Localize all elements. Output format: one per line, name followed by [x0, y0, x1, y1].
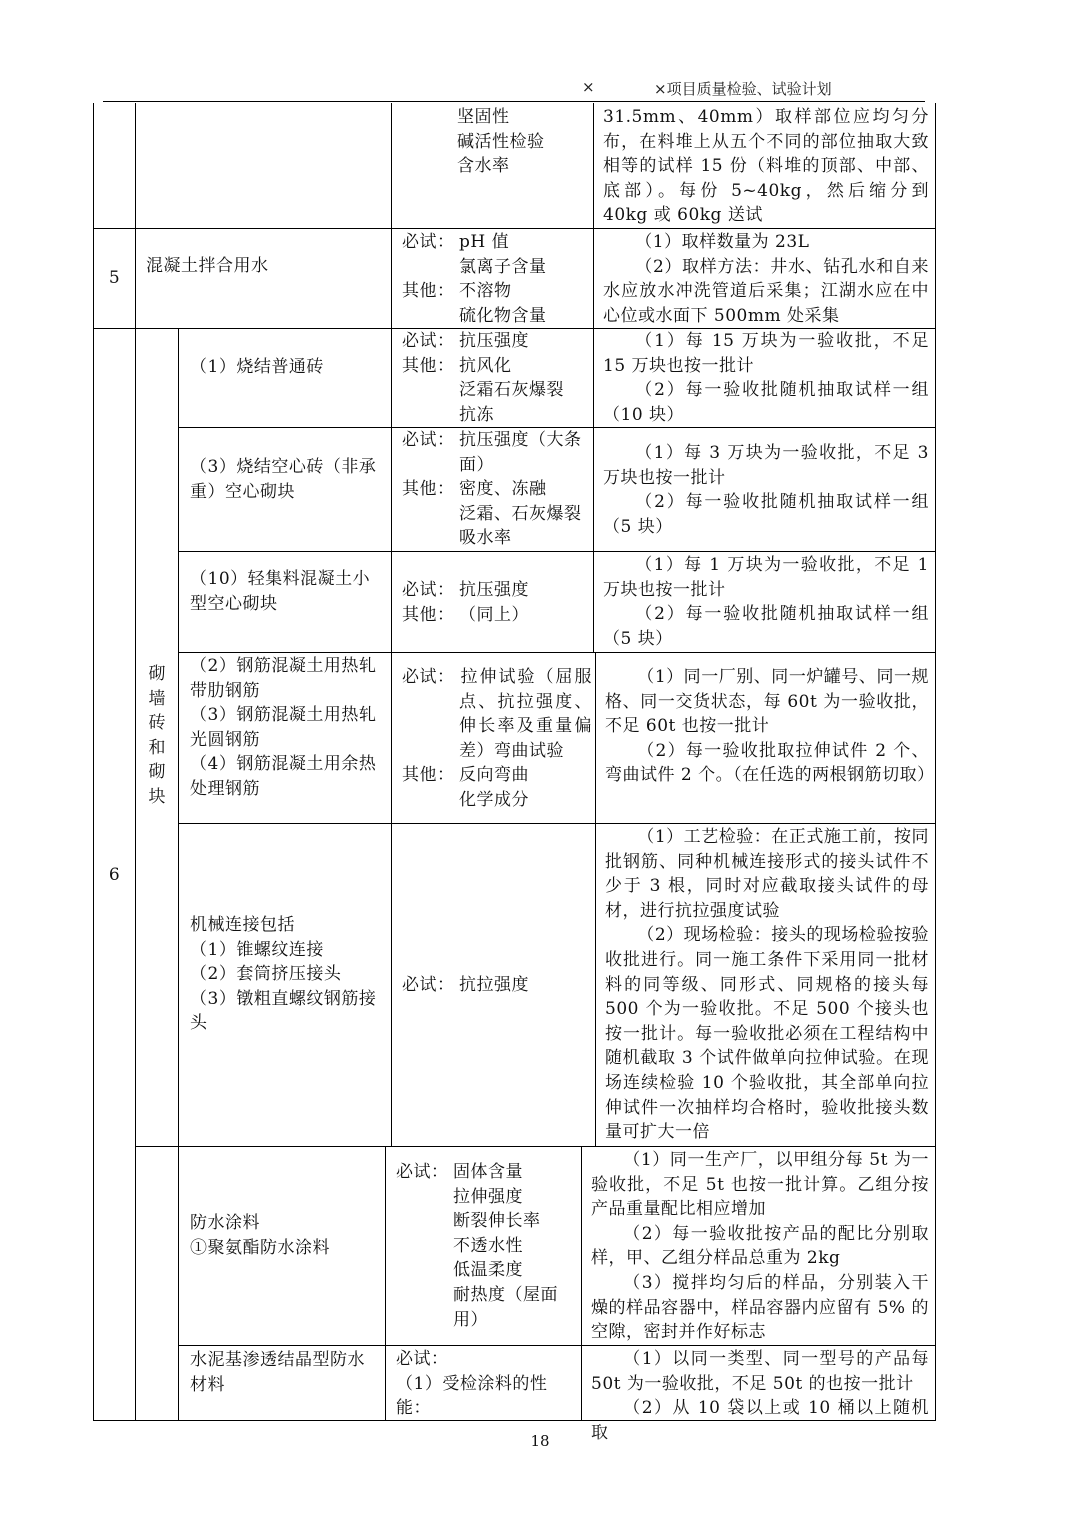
row6-item2-req: 必试： 抗压强度（大条面） 其他： 密度、冻融 泛霜、石灰爆裂 吸水率 [402, 430, 582, 549]
row7-item2-desc: （1）以同一类型、同一型号的产品每 50t 为一验收批，不足 50t 的也按一批计 （2）从 10 袋以上或 10 桶以上随机取 [591, 1349, 929, 1443]
page-number: 18 [530, 1432, 550, 1450]
row6-item5-name: 机械连接包括 （1）锥螺纹连接 （2）套筒挤压接头 （3）镦粗直螺纹钢筋接头 [190, 915, 377, 1034]
row6-item4-name: （2）钢筋混凝土用热轧带肋钢筋 （3）钢筋混凝土用热轧光圆钢筋 （4）钢筋混凝土用余热处理钢筋 [190, 656, 377, 799]
category-char: 砌 [148, 664, 166, 684]
category-char: 块 [148, 786, 166, 807]
row5-number: 5 [108, 268, 121, 288]
row7-item1-name: 防水涂料 ①聚氨酯防水涂料 [190, 1213, 330, 1258]
row6-item1-desc: （1）每 15 万块为一验收批，不足 15 万块也按一批计 （2）每一验收批随机抽取试样一组（10 块） [603, 331, 929, 425]
category-char: 墙 [148, 688, 166, 709]
category-char: 和 [148, 737, 166, 758]
row5-desc: （1）取样数量为 23L （2）取样方法：井水、钻孔水和自来水应放水冲洗管道后采集；江湖水应在中心位或水面下 500mm 处采集 [603, 232, 929, 326]
row6-item3-req: 必试： 抗压强度 其他： （同上） [402, 580, 529, 625]
row6-category [147, 662, 167, 810]
header-rule [103, 101, 925, 102]
row6-item4-desc: （1）同一厂别、同一炉罐号、同一规格、同一交货状态，每 60t 为一验收批，不足 60t 也按一批计 （2）每一验收批取拉伸试件 2 个、弯曲试件 2 个。（在任选的两根钢筋切取） [605, 667, 935, 786]
header-title: ×项目质量检验、试验计划 [654, 80, 832, 98]
row7-item2-name: 水泥基渗透结晶型防水材料 [190, 1350, 365, 1395]
row6-item5-desc: （1）工艺检验：在正式施工前，按同批钢筋、同种机械连接形式的接头试件不少于 3 根，同时对应截取接头试件的母材，进行抗拉强度试验 （2）现场检验：接头的现场检验按验收批进行。同一施工条件下采用同一批材料的同等级、同形式、同规格的接头每 500 个为一验收批。不足 500 个接头也按一批计。每一验收批必须在工程结构中随机截取 3 个试件做单向拉伸试验。在现场连续检验 10 个验收批，其全部单向拉伸试件一次抽样均合格时，验收批接头数量可扩大一倍 [605, 827, 929, 1143]
row6-item2-name: （3）烧结空心砖（非承重）空心砌块 [190, 457, 377, 502]
row7-item2-req: 必试： （1）受检涂料的性能： [396, 1349, 548, 1419]
row6-item4-req: 必试： 拉伸试验（屈服点、抗拉强度、伸长率及重量偏差）弯曲试验 其他： 反向弯曲 化学成分 [402, 667, 592, 810]
row6-item1-req: 必试： 抗压强度 其他： 抗风化 泛霜石灰爆裂 抗冻 [402, 331, 564, 425]
cont-desc: 31.5mm、40mm）取样部位应均匀分布，在料堆上从五个不同的部位抽取大致相等的试样 15 份（料堆的顶部、中部、底部）。每份 5~40kg，然后缩分到 40kg 或 60kg 送试 [603, 107, 929, 226]
cont-req: 坚固性 碱活性检验 含水率 [457, 107, 545, 177]
category-char: 砖 [148, 713, 166, 734]
row6-item3-name: （10）轻集料混凝土小型空心砌块 [190, 569, 371, 614]
row6-item2-desc: （1）每 3 万块为一验收批，不足 3 万块也按一批计 （2）每一验收批随机抽取试样一组（5 块） [603, 443, 929, 537]
row7-item1-req: 必试： 固体含量 拉伸强度 断裂伸长率 不透水性 低温柔度 耐热度（屋面用） [396, 1162, 558, 1330]
category-char: 砌 [148, 762, 166, 783]
row6-number: 6 [108, 865, 121, 885]
row6-item3-desc: （1）每 1 万块为一验收批，不足 1 万块也按一批计 （2）每一验收批随机抽取试样一组（5 块） [603, 555, 929, 649]
header-x-mark: × [582, 78, 595, 96]
row7-item1-desc: （1）同一生产厂，以甲组分每 5t 为一验收批，不足 5t 也按一批计算。乙组分按产品重量配比相应增加 （2）每一验收批按产品的配比分别取样，甲、乙组分样品总重为 2kg （3）搅拌均匀后的样品，分别装入干燥的样品容器中，样品容器内应留有 5% 的空隙，密封并作好标志 [591, 1150, 929, 1343]
row5-req: 必试： pH 值 氯离子含量 其他： 不溶物 硫化物含量 [402, 232, 547, 326]
row6-item5-req: 必试： 抗拉强度 [402, 975, 529, 995]
row5-name: 混凝土拌合用水 [146, 256, 269, 276]
row6-item1-name: （1）烧结普通砖 [190, 357, 324, 377]
